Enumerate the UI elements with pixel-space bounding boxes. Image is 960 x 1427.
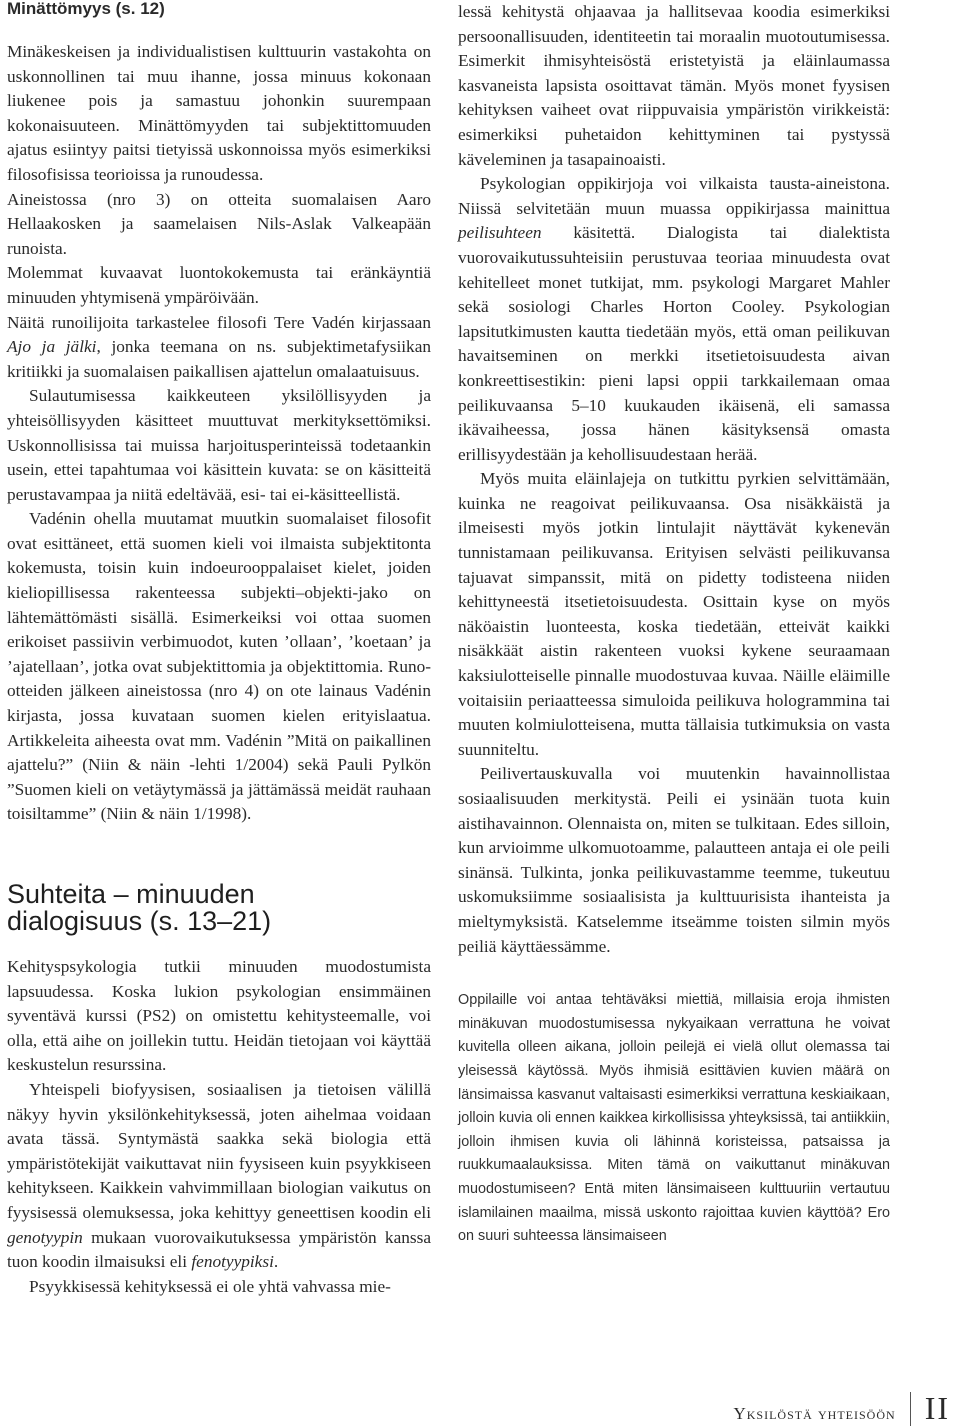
paragraph-text: Yhteispeli biofyysisen, sosiaalisen ja tietoisen välillä näkyy hyvin yksilönkehityksessä, joten aihelmaa voidaan avata tässä. Syntymästä saakka sekä biologia että ympäristötekijät vaikuttavat niin fyysiseen kuin psyykkiseen kehitykseen. Kaikkein vahvimmillaan biologian vaikutus on fyysisessä olemuksessa, joka kehittyy geneettisen koodin eli (7, 1079, 431, 1222)
paragraph (7, 1078, 431, 1275)
paragraph: Peilivertauskuvalla voi muutenkin havainnollistaa sosiaalisuuden merkitystä. Peili ei ysinään tuota kuin aistihavainnon. Olennaista on, miten se tulkitaan. Edes silloin, kun arvioimme ulkomuotoamme, palautteen antaja ei ole peili sinänsä. Tulkinta, jonka peilikuvastamme teemme, tukeutuu uskomuksiimme sosiaalisista ja kulttuurisista ihanteista ja mieltymyksistä. Katselemme itseämme toisten silmin myös peiliä käyttäessämme. (458, 764, 890, 956)
section-heading (7, 881, 431, 935)
heading-line: Suhteita – minuuden (7, 879, 255, 909)
paragraph: Vadénin ohella muutamat muutkin suomalaiset filosofit ovat esittäneet, että suomen kieli voi ilmaista subjektitonta kokemusta, toisin kuin indoeurooppalaiset kielet, joiden kieliopillisessa rakenteessa subjekti–objekti-jako on lähtemättömästi sisällä. Esimerkeiksi voi ottaa suomen erikoiset passiivin verbimuodot, kuten ’ollaan’, ’koetaan’ ja ’ajatellaan’, jotka ovat subjektittomia ja objektittomia. Runo-otteiden jälkeen aineistossa (nro 4) on ote lainaus Vadénin kirjasta, jossa kuvataan suomen kielen erityislaatua. Artikkeleita aiheesta ovat mm. Vadénin ”Mitä on paikallinen ajattelu?” (Niin & näin -lehti 1/2004) sekä Pauli Pylkön ”Suomen kieli on vetäytymässä ja jättämässä meidät rauhaan toisiltamme” (Niin & näin 1/1998). (7, 509, 431, 824)
heading-line: dialogisuus (s. 13–21) (7, 906, 272, 936)
term: fenotyypiksi (191, 1252, 274, 1272)
term: genotyypin (7, 1227, 83, 1247)
term: peilisuhteen (458, 223, 542, 243)
paragraph-text: , jonka teemana on ns. subjektimetafysiikan kritiikki ja suomalaisen paikallisen ajattelun omalaatuisuus. (7, 337, 432, 381)
paragraph: Kehityspsykologia tutkii minuuden muodostumista lapsuudessa. Koska lukion psykologian ensimmäinen syventävä kurssi (PS2) on omistettu kehitysteemalle, voi olla, että aihe on joillekin tuttu. Heidän tietojaan voi käyttää keskustelun resurssina. (7, 957, 431, 1075)
paragraph-text: Psykologian oppikirjoja voi vilkaista tausta-aineistona. Niissä selvitetään muun muassa oppikirjassa mainittua (458, 174, 890, 218)
paragraph: lessä kehitystä ohjaavaa ja hallitsevaa koodia esimerkiksi persoonallisuuden, identiteetin tai moraalin muotoutumisessa. Esimerkit ihmisyhteisöstä eristetyistä ja eläinlaumassa kasvaneista lapsista osoittavat tämän. Myös monet fyysisen kehityksen vaiheet ovat riippuvaisia ympäristön virikkeistä: esimerkiksi puhetaidon kehittyminen tai pystyssä käveleminen ja tasapainoaisti. (458, 2, 890, 169)
right-column (458, 0, 890, 1249)
paragraph-text: käsitettä. Dialogista tai dialektista vuorovaikutussuhteisiin perustuvaa teoriaa minuudesta ovat kehitelleet monet tutkijat, mm. psykologi Margaret Mahler sekä sosiologi Charles Horton Cooley. Psykologian lapsitutkimusten kautta tiedetään myös, että oman peilikuvan havaitseminen on merkki itsetietoisuudesta aivan konkreettisestikin: pieni lapsi oppii tarkkailemaan omaa peilikuvaansa 5–10 kuukauden ikäisenä, eli samassa ikävaiheessa, jossa hänen käsityksensä omasta erillisyydestään ja kehollisuudestaan herää. (458, 223, 890, 464)
teacher-note (458, 989, 890, 1249)
paragraph: Sulautumisessa kaikkeuteen yksilöllisyyden ja yhteisöllisyyden käsitteet muuttuvat merkityksettömiksi. Uskonnollisissa tai muissa harjoitusperinteissä todetaankin usein, ettei tapahtumaa voi käsittein kuvata: se on käsitteitä perustavampaa ja niitä edeltävää, esi- tai ei-käsitteellistä. (7, 386, 431, 504)
running-footer-title: Yksilöstä yhteisöön (733, 1404, 896, 1423)
paragraph: Molemmat kuvaavat luontokokemusta tai eränkäyntiä minuuden yhtymisenä ympäröivään. (7, 263, 431, 307)
page-number: II (924, 1390, 950, 1426)
paragraph: Aineistossa (nro 3) on otteita suomalaisen Aaro Hellaakosken ja saamelaisen Nils-Aslak Valkeapään runoista. (7, 189, 431, 258)
paragraph: Myös muita eläinlajeja on tutkittu pyrkien selvittämään, kuinka ne reagoivat peilikuvaansa. Osa nisäkkäistä ja ilmeisesti myös jotkin lintulajit näyttävät kykenevän tunnistamaan peilikuvansa. Erityisen selvästi peilikuvansa tajuavat simpanssit, mitä on pidetty todisteena niiden kehittyneestä itsetietoisuudesta. Osittain kyse on myös näköaistin luonteesta, koska tiedetään, etteivät kaikki nisäkkäät aistin rakenteen vuoksi kykene seuraamaan kaksiulotteiselle pinnalle muodostuvaa kuvaa. Näille eläimille voitaisiin periaatteessa simuloida peilikuva hologrammina tai muuten kolmiulotteisena, mutta tällaisia tutkimuksia on vasta suunniteltu. (458, 469, 890, 759)
section-title: Minättömyys (s. 12) (7, 0, 165, 18)
paragraph: Psyykkisessä kehityksessä ei ole yhtä vahvassa mie- (29, 1276, 391, 1296)
paragraph-text: Näitä runoilijoita tarkastelee filosofi Tere Vadén kirjassaan (7, 312, 431, 332)
paragraph (7, 311, 431, 385)
left-column (7, 0, 431, 1299)
paragraph-text: . (273, 1252, 279, 1272)
footer-divider (910, 1392, 911, 1426)
paragraph-text: mukaan vuorovaikutuksessa ympäristön kanssa tuon koodin ilmaisuksi eli (7, 1227, 431, 1272)
book-title: Ajo ja jälki (7, 337, 97, 357)
paragraph (458, 172, 890, 467)
teacher-note-text: Oppilaille voi antaa tehtäväksi miettiä, millaisia eroja ihmisten minäkuvan muodostumisessa nykyaikaan verrattuna he voivat kuvitella olleen aikana, jolloin peilejä ei vielä ollut olemassa tai yleisessä käytössä. Myös ihmisiä esittävien kuvien määrä on länsimaissa kasvanut valtaisasti esimerkiksi verrattuna keskiaikaan, jolloin kuvia oli ennen kaikkea kirkollisissa yhteyksissä, tai antiikkiin, jolloin ihmisen kuvia oli lähinnä koristeissa, patsaissa ja ruukkumaalauksissa. Miten tämä on vaikuttanut minäkuvan muodostumiseen? Entä miten länsimaiseen kulttuuriin vertautuu islamilainen maailma, missä uskonto rajoittaa kuvien käyttöä? Ero on suuri suhteessa länsimaiseen (458, 992, 890, 1245)
page-footer (640, 1390, 950, 1427)
paragraph: Minäkeskeisen ja individualistisen kulttuurin vastakohta on uskonnollinen tai muu ihanne, jossa minuus kokonaan liukenee pois ja samastuu johonkin suurempaan kokonaisuuteen. Minättömyyden tai subjektittomuuden ajatus esiintyy paitsi tietyissä uskonnoissa myös esimerkiksi filosofisissa teorioissa ja runoudessa. (7, 42, 431, 184)
